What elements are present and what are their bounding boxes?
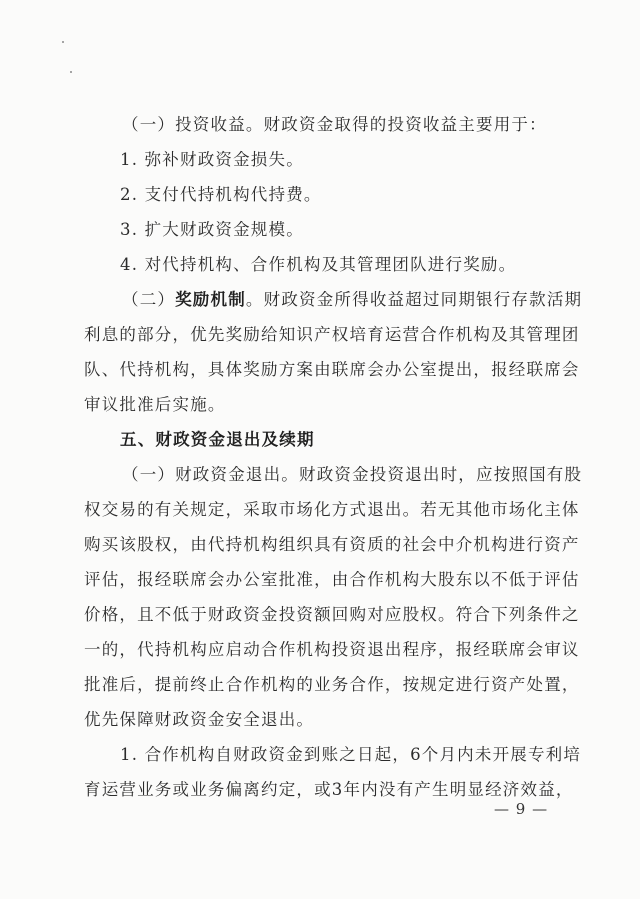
paragraph-line: 一的，代持机构应启动合作机构投资退出程序，报经联席会审议 bbox=[84, 640, 580, 659]
paragraph-fund-exit: （一）财政资金退出。财政资金投资退出时，应按照国有股 bbox=[122, 465, 583, 484]
reward-heading: 奖励机制 bbox=[175, 290, 246, 309]
paragraph-line: 评估，报经联席会办公室批准，由合作机构大股东以不低于评估 bbox=[84, 570, 580, 589]
reward-prefix: （二） bbox=[122, 290, 176, 309]
scan-speck bbox=[70, 71, 72, 73]
section-heading-exit-renewal: 五、财政资金退出及续期 bbox=[120, 430, 315, 449]
paragraph-line: 队、代持机构，具体奖励方案由联席会办公室提出，报经联席会 bbox=[84, 360, 580, 379]
paragraph-line: 价格，且不低于财政资金投资额回购对应股权。符合下列条件之 bbox=[84, 605, 580, 624]
condition-item-1: 1. 合作机构自财政资金到账之日起，6个月内未开展专利培 bbox=[120, 745, 582, 764]
scan-speck bbox=[62, 41, 64, 43]
list-item-4: 4. 对代持机构、合作机构及其管理团队进行奖励。 bbox=[120, 255, 517, 274]
paragraph-line: 育运营业务或业务偏离约定，或3年内没有产生明显经济效益， bbox=[84, 780, 574, 799]
paragraph-line: 优先保障财政资金安全退出。 bbox=[84, 710, 315, 729]
paragraph-line: 利息的部分，优先奖励给知识产权培育运营合作机构及其管理团 bbox=[84, 325, 580, 344]
list-item-1: 1. 弥补财政资金损失。 bbox=[120, 150, 304, 169]
paragraph-line: 审议批准后实施。 bbox=[84, 395, 226, 414]
paragraph-line: 购买该股权，由代持机构组织具有资质的社会中介机构进行资产 bbox=[84, 535, 580, 554]
list-item-3: 3. 扩大财政资金规模。 bbox=[120, 220, 304, 239]
paragraph-reward-mechanism bbox=[122, 289, 582, 311]
list-item-2: 2. 支付代持机构代持费。 bbox=[120, 185, 322, 204]
page-number: — 9 — bbox=[494, 800, 549, 818]
paragraph-line: 批准后，提前终止合作机构的业务合作，按规定进行资产处置， bbox=[84, 675, 580, 694]
reward-text: 。财政资金所得收益超过同期银行存款活期 bbox=[245, 290, 583, 309]
paragraph-investment-income: （一）投资收益。财政资金取得的投资收益主要用于： bbox=[122, 115, 547, 134]
paragraph-line: 权交易的有关规定，采取市场化方式退出。若无其他市场化主体 bbox=[84, 500, 580, 519]
